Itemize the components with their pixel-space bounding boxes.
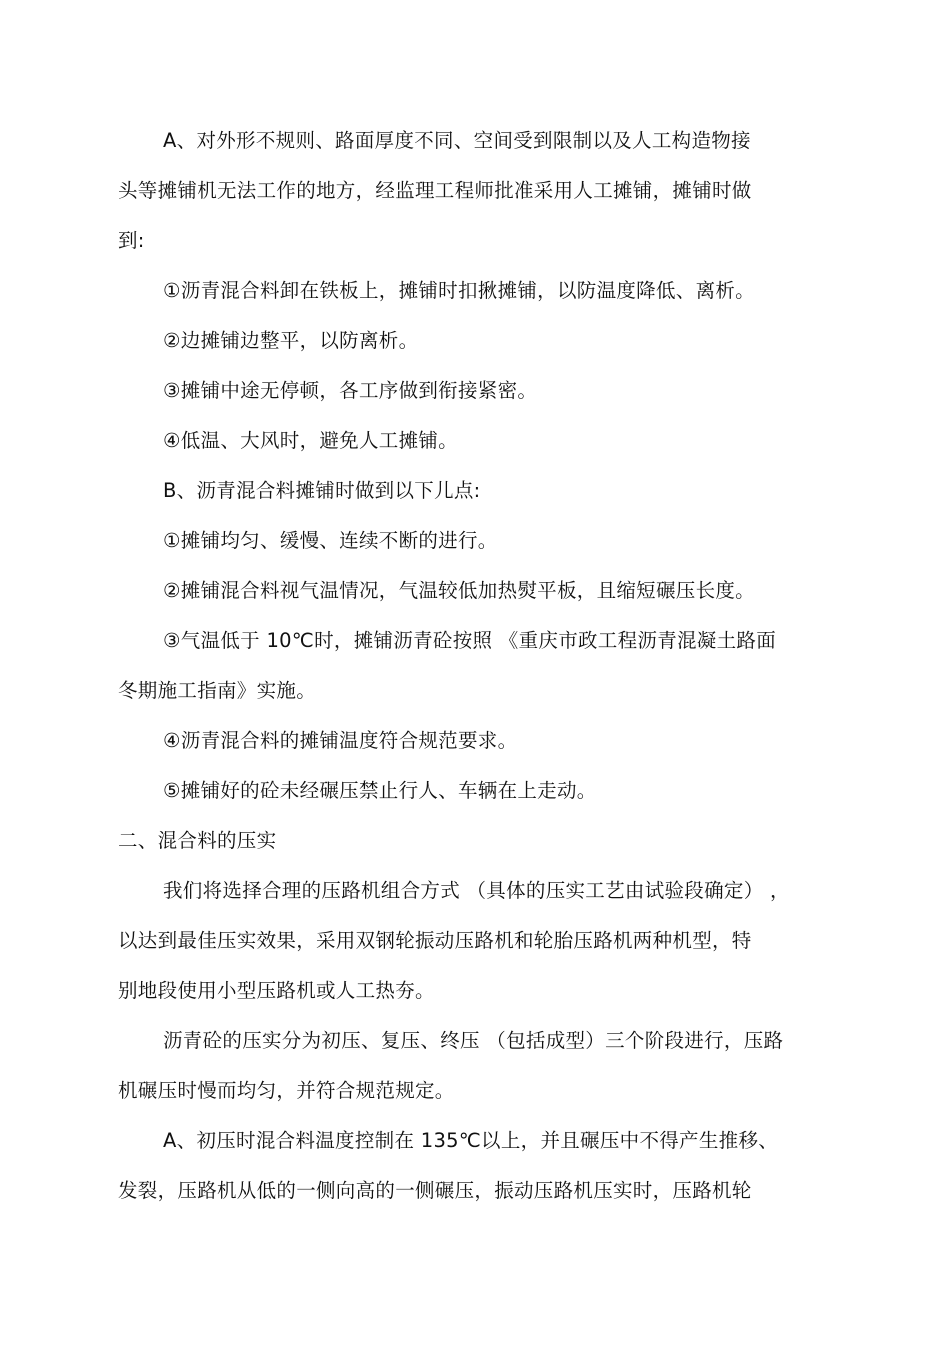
list-item-b-1: ①摊铺均匀、缓慢、连续不断的进行。 [163,529,498,552]
paragraph-b-heading: B、沥青混合料摊铺时做到以下儿点: [163,479,481,502]
paragraph-compaction-line-1: 我们将选择合理的压路机组合方式 （具体的压实工艺由试验段确定） ， [163,879,790,902]
paragraph-initial-line-2: 发裂，压路机从低的一侧向高的一侧碾压，振动压路机压实时，压路机轮 [118,1179,752,1202]
list-item-b-3-line-1: ③气温低于 10℃时，摊铺沥青砼按照 《重庆市政工程沥青混凝土路面 [163,629,776,652]
paragraph-a-line-2: 头等摊铺机无法工作的地方，经监理工程师批准采用人工摊铺，摊铺时做 [118,179,752,202]
section-heading-compaction: 二、混合料的压实 [118,829,277,852]
list-item-b-2: ②摊铺混合料视气温情况，气温较低加热熨平板，且缩短碾压长度。 [163,579,755,602]
paragraph-stages-line-1: 沥青砼的压实分为初压、复压、终压 （包括成型）三个阶段进行，压路 [163,1029,784,1052]
paragraph-a-line-3: 到: [118,229,145,252]
list-item-a-2: ②边摊铺边整平，以防离析。 [163,329,419,352]
paragraph-initial-line-1: A、初压时混合料温度控制在 135℃以上，并且碾压中不得产生推移、 [163,1129,779,1152]
paragraph-a-line-1: A、对外形不规则、路面厚度不同、空间受到限制以及人工构造物接 [163,129,751,152]
paragraph-compaction-line-3: 别地段使用小型压路机或人工热夯。 [118,979,435,1002]
paragraph-stages-line-2: 机碾压时慢而均匀，并符合规范规定。 [118,1079,455,1102]
list-item-a-4: ④低温、大风时，避免人工摊铺。 [163,429,458,452]
paragraph-compaction-line-2: 以达到最佳压实效果，采用双钢轮振动压路机和轮胎压路机两种机型，特 [118,929,752,952]
list-item-a-3: ③摊铺中途无停顿，各工序做到衔接紧密。 [163,379,538,402]
list-item-b-4: ④沥青混合料的摊铺温度符合规范要求。 [163,729,518,752]
list-item-a-1: ①沥青混合料卸在铁板上，摊铺时扣揪摊铺，以防温度降低、离析。 [163,279,755,302]
list-item-b-3-line-2: 冬期施工指南》实施。 [118,679,317,702]
list-item-b-5: ⑤摊铺好的砼未经碾压禁止行人、车辆在上走动。 [163,779,597,802]
